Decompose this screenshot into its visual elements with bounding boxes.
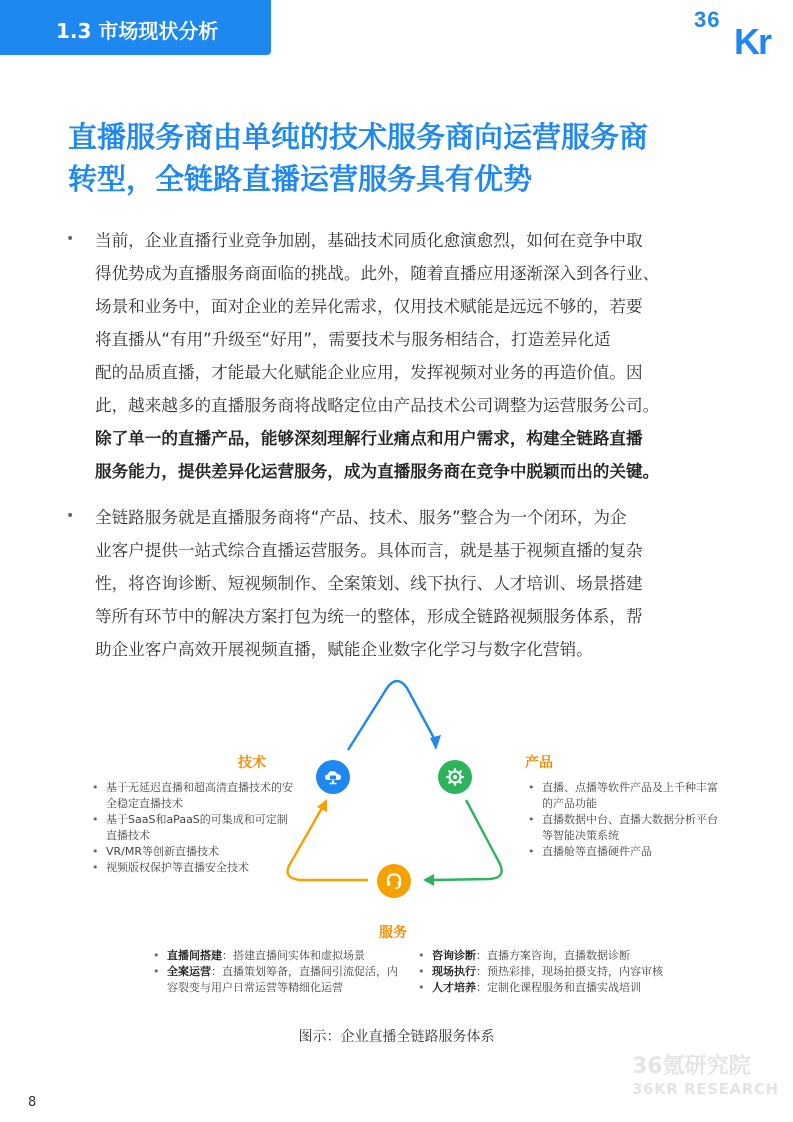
paragraph-line: 此，越来越多的直播服务商将战略定位由产品技术公司调整为运营服务公司。 xyxy=(95,396,660,415)
service-item-desc: ：直播策划筹备，直播间引流促活，内容裂变与用户日常运营等精细化运营 xyxy=(167,965,398,994)
paragraph-line: 业客户提供一站式综合直播运营服务。具体而言，就是基于视频直播的复杂 xyxy=(95,541,643,560)
arrowhead-icon xyxy=(423,874,434,886)
watermark-line-2: 36KR RESEARCH xyxy=(632,1080,779,1098)
arrowhead-icon xyxy=(317,799,327,812)
service-item-desc: ：定制化课程服务和直播实战培训 xyxy=(476,981,641,994)
paragraph-line: 将直播从“有用”升级至“好用”，需要技术与服务相结合，打造差异化适 xyxy=(95,330,611,349)
list-item: • 直播数据中台、直播大数据分析平台等智能决策系统 xyxy=(524,812,724,844)
arrow-product-to-service xyxy=(432,800,502,880)
36kr-logo xyxy=(690,0,793,56)
list-item: • 直播舱等直播硬件产品 xyxy=(524,844,724,860)
paragraph-line: 等所有环节中的解决方案打包为统一的整体，形成全链路视频服务体系，帮 xyxy=(95,607,643,626)
service-item-name: 人才培养 xyxy=(432,981,476,994)
list-item: • 基于SaaS和aPaaS的可集成和可定制直播技术 xyxy=(88,812,298,844)
paragraph-line: 全链路服务就是直播服务商将“产品、技术、服务”整合为一个闭环，为企 xyxy=(95,508,627,527)
service-item-name: 全案运营 xyxy=(167,965,211,978)
service-node xyxy=(377,864,411,898)
paragraph-key-line: 服务能力，提供差异化运营服务，成为直播服务商在竞争中脱颖而出的关键。 xyxy=(95,462,660,481)
arrow-tech-to-product xyxy=(348,681,436,750)
list-item: • 基于无延迟直播和超高清直播技术的安全稳定直播技术 xyxy=(88,780,298,812)
product-list xyxy=(524,780,724,860)
figure-caption: 图示：企业直播全链路服务体系 xyxy=(298,1029,495,1045)
svg-text:Kr: Kr xyxy=(734,21,771,56)
service-item-desc: ：搭建直播间实体和虚拟场景 xyxy=(222,949,365,962)
arrowhead-icon xyxy=(430,735,441,750)
svg-text:36: 36 xyxy=(694,7,721,32)
service-item-name: 咨询诊断 xyxy=(432,949,476,962)
headset-icon xyxy=(384,871,404,891)
service-item-desc: ：预热彩排，现场拍摄支持，内容审核 xyxy=(476,965,663,978)
list-item xyxy=(414,980,684,996)
gear-icon xyxy=(445,767,465,787)
product-node xyxy=(438,760,472,794)
section-title: 1.3 市场现状分析 xyxy=(56,19,219,43)
tech-node xyxy=(316,760,350,794)
list-item: • 直播、点播等软件产品及上千种丰富的产品功能 xyxy=(524,780,724,812)
page-title-line-1: 直播服务商由单纯的技术服务商向运营服务商 xyxy=(68,120,649,154)
section-header-bar xyxy=(0,0,271,55)
page-number: 8 xyxy=(28,1095,37,1110)
node-label-tech: 技术 xyxy=(238,755,266,771)
service-item-name: 直播间搭建 xyxy=(167,949,222,962)
list-item xyxy=(149,948,401,964)
service-list-right xyxy=(414,948,684,996)
service-item-desc: ：直播方案咨询，直播数据诊断 xyxy=(476,949,630,962)
tech-list xyxy=(88,780,298,876)
service-list-left xyxy=(149,948,401,996)
list-item xyxy=(414,964,684,980)
node-label-product: 产品 xyxy=(525,755,553,771)
paragraph-line: 助企业客户高效开展视频直播，赋能企业数字化学习与数字化营销。 xyxy=(95,640,593,659)
cloud-broadcast-icon xyxy=(323,767,343,787)
bullet-marker: • xyxy=(66,508,75,524)
service-item-name: 现场执行 xyxy=(432,965,476,978)
page-title xyxy=(68,116,728,200)
arrow-service-to-tech xyxy=(288,808,368,880)
paragraph-key-line: 除了单一的直播产品，能够深刻理解行业痛点和用户需求，构建全链路直播 xyxy=(95,429,643,448)
list-item: • VR/MR等创新直播技术 xyxy=(88,844,298,860)
bullet-marker: • xyxy=(66,231,75,247)
paragraph-line: 场景和业务中，面对企业的差异化需求，仅用技术赋能是远远不够的，若要 xyxy=(95,297,643,316)
list-item xyxy=(149,964,401,996)
paragraph-line: 得优势成为直播服务商面临的挑战。此外，随着直播应用逐渐深入到各行业、 xyxy=(95,264,660,283)
list-item: • 视频版权保护等直播安全技术 xyxy=(88,860,298,876)
watermark xyxy=(632,1054,779,1098)
paragraph-line: 性，将咨询诊断、短视频制作、全案策划、线下执行、人才培训、场景搭建 xyxy=(95,574,643,593)
watermark-line-1: 36氪研究院 xyxy=(632,1054,751,1079)
paragraph-full-chain xyxy=(95,501,735,666)
page-title-line-2: 转型，全链路直播运营服务具有优势 xyxy=(68,162,533,196)
paragraph-competition xyxy=(95,224,735,488)
paragraph-line: 配的品质直播，才能最大化赋能企业应用，发挥视频对业务的再造价值。因 xyxy=(95,363,643,382)
node-label-service: 服务 xyxy=(379,925,407,941)
list-item xyxy=(414,948,684,964)
paragraph-line: 当前，企业直播行业竞争加剧，基础技术同质化愈演愈烈，如何在竞争中取 xyxy=(95,231,643,250)
